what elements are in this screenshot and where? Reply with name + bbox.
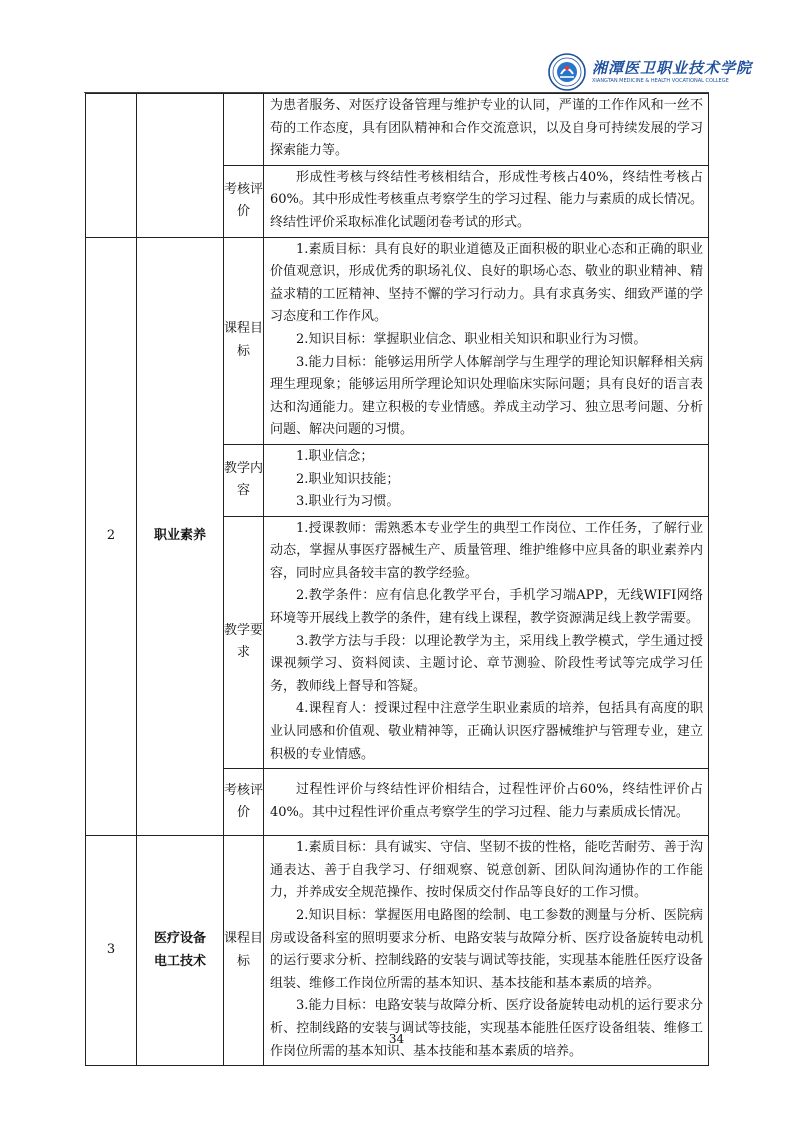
req-paragraph: 4.课程育人：授课过程中注意学生职业素质的培养，包括具有高度的职业认同感和价值观、敬业精神等，正确认识医疗器械维护与管理专业，建立积极的专业情感。 <box>270 701 703 762</box>
continued-text-cell <box>264 94 709 166</box>
page-number: 34 <box>388 1032 405 1046</box>
assess-label-cell: 考核评价 <box>224 165 264 237</box>
content-item: 3.职业行为习惯。 <box>296 494 400 510</box>
goal-paragraph: 3.能力目标：能够运用所学人体解剖学与生理学的理论知识解释相关病理生理现象；能够运用所学理论知识处理临床实际问题；具有良好的语言表达和沟通能力。建立积极的专业情感。养成主动学习、独立思考问题、分析问题、解决问题的习惯。 <box>270 354 703 438</box>
content-item: 2.职业知识技能； <box>296 471 400 487</box>
req-text-cell <box>264 516 709 769</box>
req-paragraph: 2.教学条件：应有信息化教学平台，手机学习端APP，无线WIFI网络环境等开展线上教学的条件，建有线上课程，教学资源满足线上教学需要。 <box>270 588 703 627</box>
continued-paragraph: 为患者服务、对医疗设备管理与维护专业的认同，严谨的工作作风和一丝不苟的工作态度，具有团队精神和合作交流意识，以及自身可持续发展的学习探索能力等。 <box>270 98 703 159</box>
course-name-cell <box>137 94 224 238</box>
assess-text-cell <box>264 165 709 237</box>
goal-paragraph: 1.素质目标：具有诚实、守信、坚韧不拔的性格，能吃苦耐劳、善于沟通表达、善于自我学习、仔细观察、锐意创新、团队间沟通协作的工作能力，并养成安全规范操作、按时保质交付作品等良好的工作习惯。 <box>270 840 703 901</box>
table-row <box>86 237 709 444</box>
content-text-cell <box>264 444 709 516</box>
course-name-cell: 职业素养 <box>137 237 224 836</box>
req-paragraph: 1.授课教师：需熟悉本专业学生的典型工作岗位、工作任务，了解行业动态，掌握从事医疗器械生产、质量管理、维护维修中应具备的职业素养内容，同时应具备较丰富的教学经验。 <box>270 520 703 581</box>
goal-label-cell: 课程目标 <box>224 237 264 444</box>
row-number-cell: 2 <box>86 237 137 836</box>
content-item: 1.职业信念； <box>296 448 374 464</box>
label-cell <box>224 94 264 166</box>
assess-paragraph: 过程性评价与终结性评价相结合，过程性评价占60%，终结性评价占40%。其中过程性评价重点考察学生的学习过程、能力与素质成长情况。 <box>270 782 703 820</box>
college-logo <box>548 52 753 92</box>
goal-label-cell: 课程目标 <box>224 836 264 1066</box>
goal-paragraph: 2.知识目标：掌握医用电路图的绘制、电工参数的测量与分析、医院病房或设备科室的照明要求分析、电路安装与故障分析、医疗设备旋转电动机的运行要求分析、控制线路的安装与调试等技能，实现基本能胜任医疗设备组装、维修工作岗位所需的基本知识、基本技能和基本素质的培养。 <box>270 908 703 991</box>
goal-paragraph: 2.知识目标：掌握职业信念、职业相关知识和职业行为习惯。 <box>296 331 647 347</box>
assess-text-cell <box>264 769 709 836</box>
row-number-cell: 3 <box>86 836 137 1066</box>
course-name-text: 医疗设备电工技术 <box>153 931 206 969</box>
school-name-en: XIANGTAN MEDICINE & HEALTH VOCATIONAL COLLEGE <box>592 77 729 84</box>
table-row <box>86 94 709 166</box>
req-label-cell: 教学要求 <box>224 516 264 769</box>
content-label-cell: 教学内容 <box>224 444 264 516</box>
goal-paragraph: 3.能力目标：电路安装与故障分析、医疗设备旋转电动机的运行要求分析、控制线路的安装与调试等技能，实现基本能胜任医疗设备组装、维修工作岗位所需的基本知识、基本技能和基本素质的培养。 <box>270 998 703 1059</box>
assess-label-cell: 考核评价 <box>224 769 264 836</box>
goal-text-cell <box>264 237 709 444</box>
curriculum-table <box>85 93 709 1066</box>
college-emblem-icon <box>548 53 586 91</box>
req-paragraph: 3.教学方法与手段：以理论教学为主，采用线上教学模式，学生通过授课视频学习、资料阅读、主题讨论、章节测验、阶段性考试等完成学习任务，教师线上督导和答疑。 <box>270 633 703 694</box>
row-number-cell <box>86 94 137 238</box>
assess-paragraph: 形成性考核与终结性考核相结合，形成性考核占40%，终结性考核占60%。其中形成性考核重点考察学生的学习过程、能力与素质的成长情况。终结性评价采取标准化试题闭卷考试的形式。 <box>270 169 703 230</box>
goal-paragraph: 1.素质目标：具有良好的职业道德及正面积极的职业心态和正确的职业价值观意识，形成优秀的职场礼仪、良好的职场心态、敬业的职业精神、精益求精的工匠精神、坚持不懈的学习行动力。具有求真务实、细致严谨的学习态度和工作作风。 <box>270 241 703 325</box>
school-name-cn: 湘潭医卫职业技术学院 <box>592 58 753 77</box>
